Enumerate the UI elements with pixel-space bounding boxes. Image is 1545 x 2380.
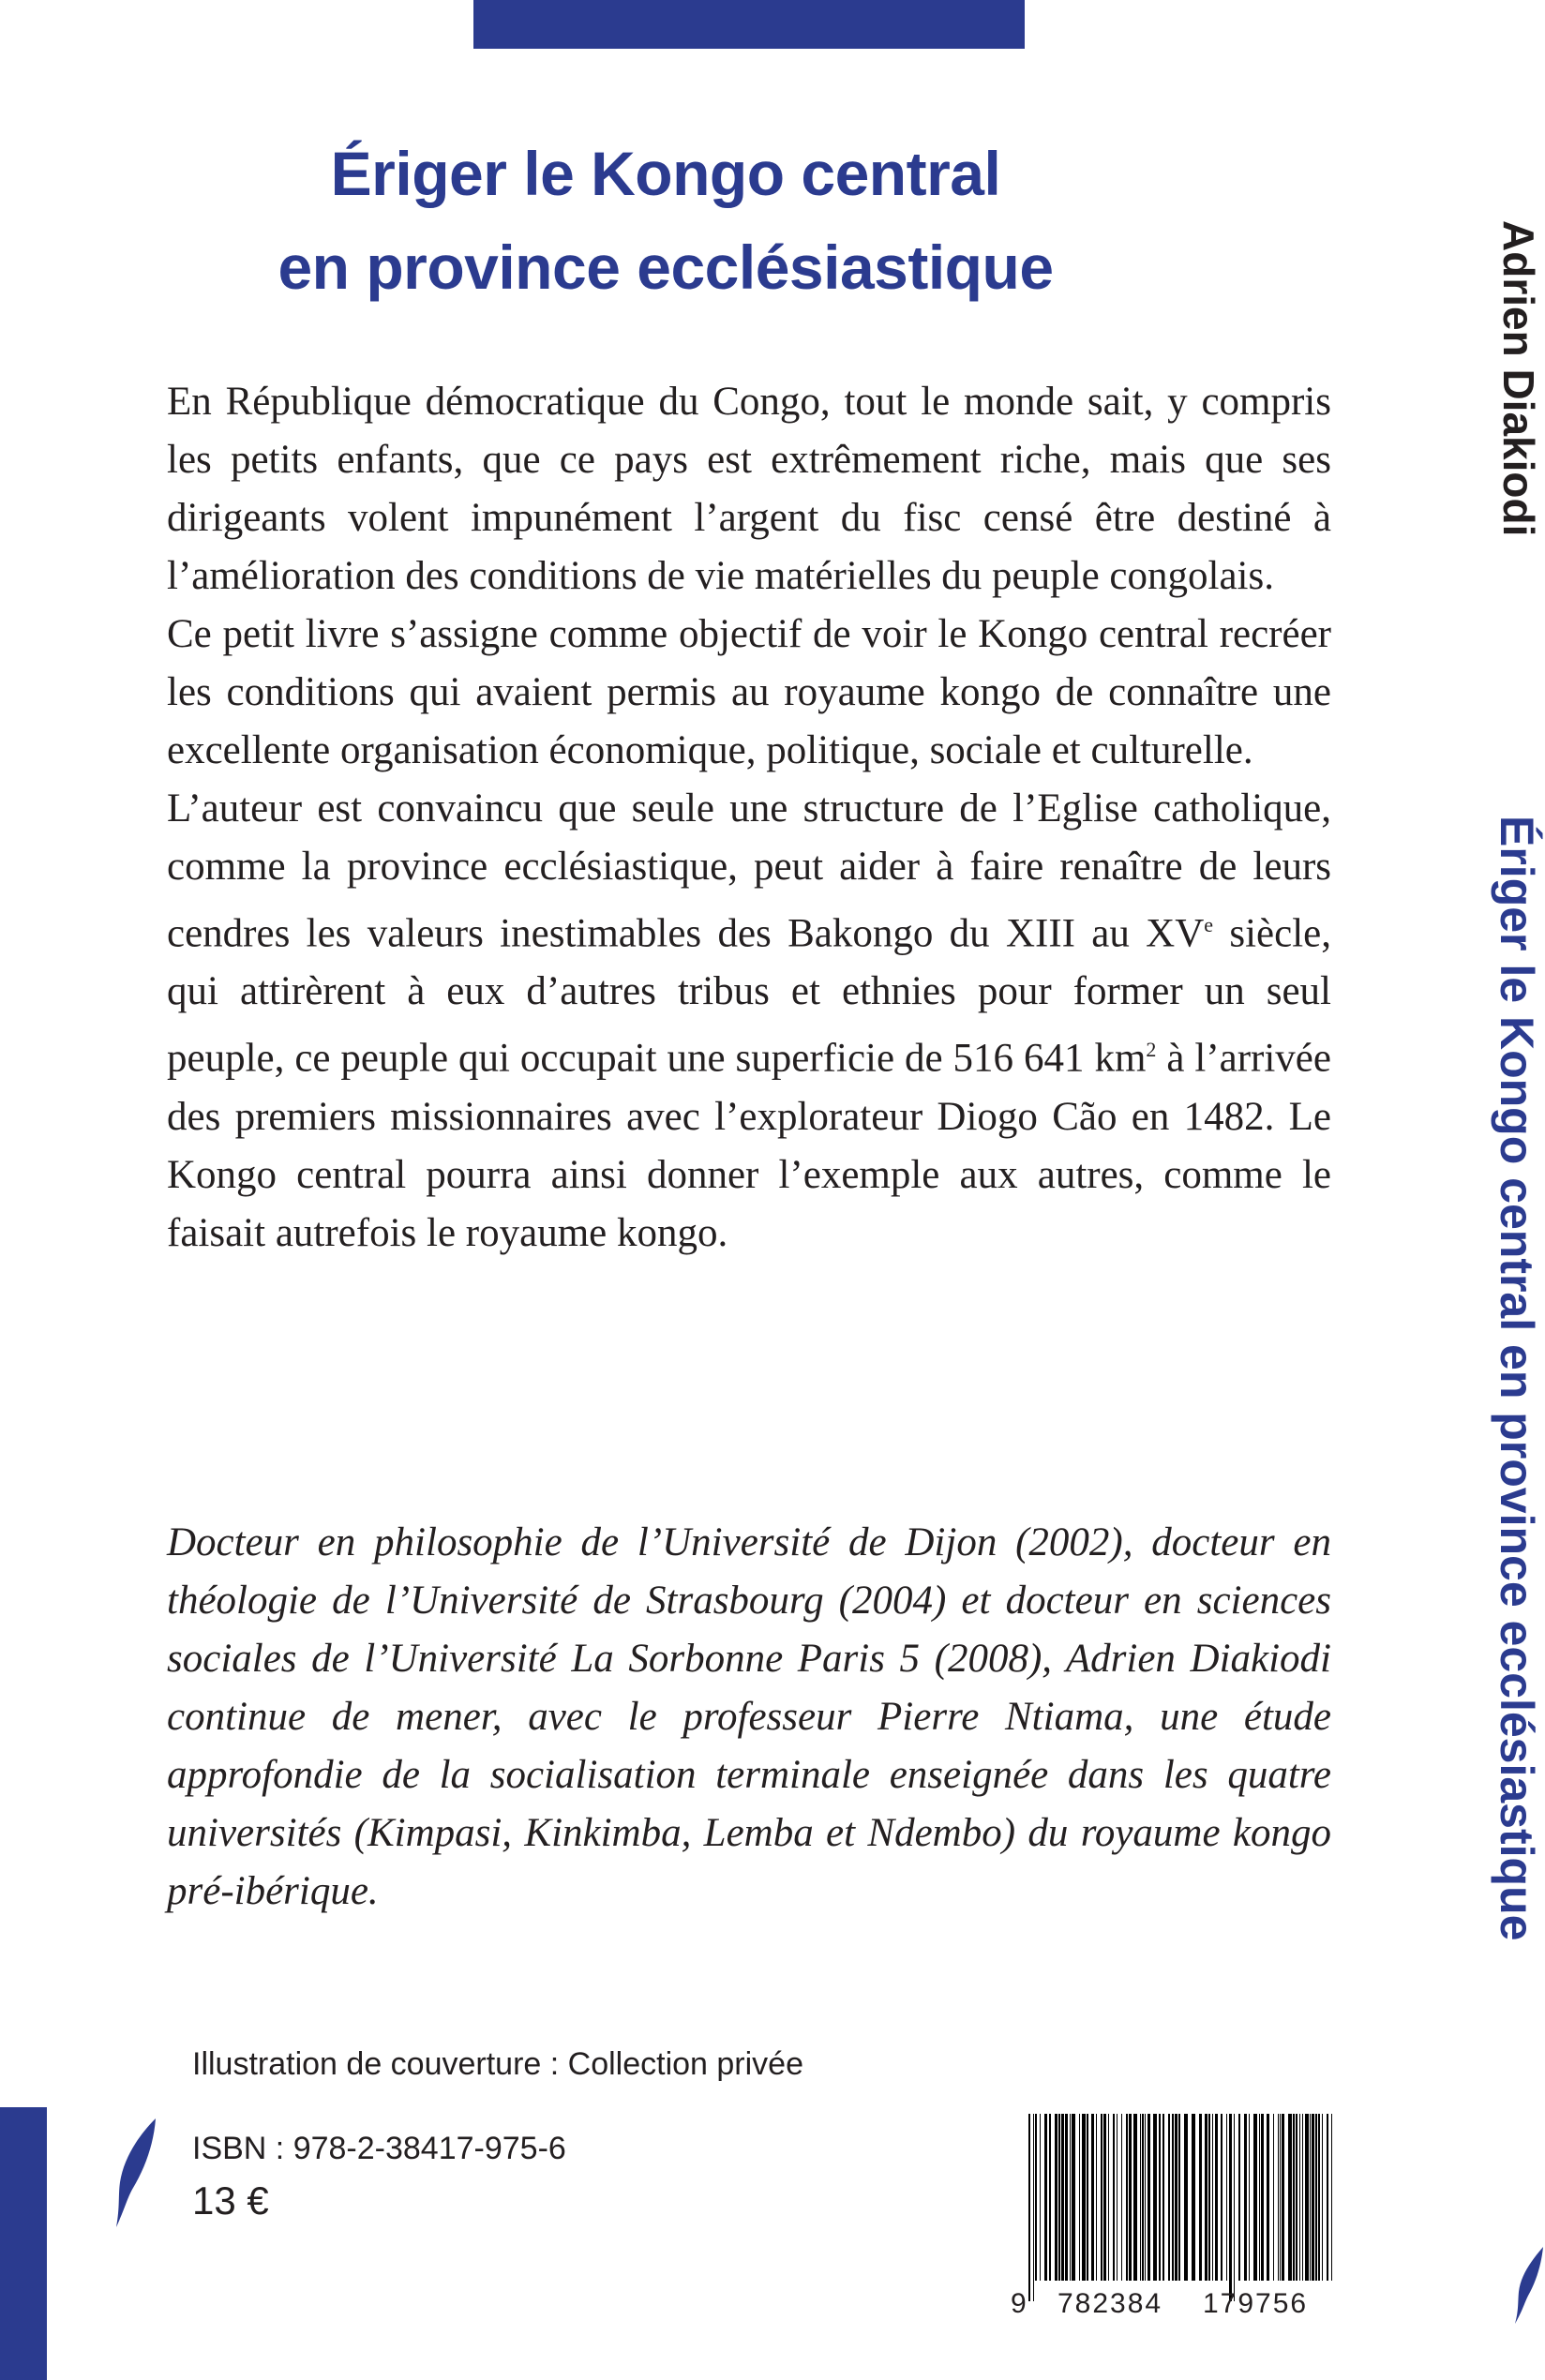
- barcode-bar: [1108, 2114, 1109, 2281]
- barcode-bar: [1028, 2114, 1030, 2301]
- barcode-bar: [1293, 2114, 1295, 2281]
- blurb-paragraph-3-part-c: à l’arrivée des premiers missionnaires avec l’explorateur Diogo Cão en 1482. Le Kongo central pourra ainsi donner l’exemple aux autres, comme le faisait autrefois le royaume kongo.: [167, 1036, 1331, 1255]
- barcode-bar: [1259, 2114, 1260, 2281]
- barcode-bar: [1302, 2114, 1303, 2281]
- barcode-lead-digit: 9: [1011, 2288, 1027, 2319]
- barcode-bar: [1087, 2114, 1088, 2281]
- barcode-bar: [1184, 2114, 1188, 2281]
- barcode-bar: [1082, 2114, 1086, 2281]
- barcode-bar: [1121, 2114, 1122, 2281]
- barcode-bar: [1310, 2114, 1311, 2281]
- barcode-bar: [1044, 2114, 1047, 2281]
- barcode-bar: [1288, 2114, 1292, 2281]
- barcode-bar: [1168, 2114, 1170, 2281]
- barcode-bar: [1244, 2114, 1247, 2281]
- top-color-bar: [473, 0, 1025, 49]
- barcode-bar: [1205, 2114, 1208, 2281]
- barcode-bar: [1133, 2114, 1137, 2281]
- barcode-bar: [1215, 2114, 1218, 2281]
- barcode-bar: [1055, 2114, 1058, 2281]
- barcode-bar: [1091, 2114, 1094, 2281]
- barcode-bar: [1172, 2114, 1174, 2281]
- title-line-1: Ériger le Kongo central: [330, 139, 1001, 208]
- barcode-bar: [1296, 2114, 1298, 2281]
- barcode-bar: [1117, 2114, 1118, 2281]
- barcode-bar: [1101, 2114, 1102, 2281]
- spine-author: Adrien Diakiodi: [1494, 220, 1543, 537]
- superscript-e: e: [1204, 913, 1214, 936]
- barcode-bar: [1318, 2114, 1320, 2281]
- barcode-bar: [1229, 2114, 1232, 2301]
- barcode-bar: [1148, 2114, 1150, 2281]
- blurb-paragraph-3-part-a: L’auteur est convaincu que seule une structure de l’Eglise catholique, comme la province ecclésiastique, peut aider à faire renaître de leurs cendres les valeurs inestimables des Bakongo du XIII au XV: [167, 786, 1331, 956]
- cover-credit: Illustration de couverture : Collection privée: [192, 2046, 803, 2082]
- barcode-bar: [1261, 2114, 1264, 2281]
- spine-feather-logo-icon: [1511, 2245, 1545, 2326]
- blurb-paragraph-1: En République démocratique du Congo, tout le monde sait, y compris les petits enfants, que ce pays est extrêmement riche, mais que ses dirigeants volent impunément l’argent du fisc censé être destiné à l’amélioration des conditions de vie matérielles du peuple congolais.: [167, 380, 1331, 598]
- left-color-band: [0, 2107, 47, 2380]
- barcode-bar: [1040, 2114, 1041, 2281]
- barcode-bar: [1212, 2114, 1213, 2281]
- blurb-paragraph-2: Ce petit livre s’assigne comme objectif de voir le Kongo central recréer les conditions qui avaient permis au royaume kongo de connaître une excellente organisation économique, politique, sociale et culturelle.: [167, 612, 1331, 772]
- barcode-group-2: 179756: [1203, 2288, 1309, 2319]
- barcode-bar: [1280, 2114, 1281, 2281]
- price: 13 €: [192, 2178, 269, 2223]
- barcode-bar: [1113, 2114, 1115, 2281]
- barcode-bar: [1058, 2114, 1060, 2281]
- blurb: [167, 373, 1331, 1263]
- barcode-bar: [1079, 2114, 1080, 2281]
- spine-title: Ériger le Kongo central en province ecclésiastique: [1491, 816, 1543, 1941]
- barcode-group-1: 782384: [1058, 2288, 1163, 2319]
- barcode-bar: [1249, 2114, 1250, 2281]
- superscript-2: 2: [1146, 1038, 1157, 1062]
- barcode-bar: [1126, 2114, 1128, 2281]
- barcode-bar: [1162, 2114, 1164, 2281]
- barcode-bar: [1282, 2114, 1284, 2281]
- barcode-bar: [1327, 2114, 1328, 2281]
- barcode-bar: [1315, 2114, 1317, 2281]
- barcode-bar: [1253, 2114, 1257, 2281]
- barcode-bar: [1267, 2114, 1269, 2281]
- barcode: [1027, 2114, 1336, 2301]
- barcode-bar: [1142, 2114, 1144, 2281]
- barcode-bar: [1145, 2114, 1146, 2281]
- barcode-bar: [1278, 2114, 1279, 2281]
- barcode-bar: [1033, 2114, 1034, 2301]
- barcode-bar: [1070, 2114, 1071, 2281]
- barcode-bar: [1331, 2114, 1332, 2281]
- barcode-bar: [1061, 2114, 1064, 2281]
- barcode-bar: [1035, 2114, 1037, 2281]
- barcode-bar: [1234, 2114, 1235, 2301]
- title-line-2: en province ecclésiastique: [278, 232, 1054, 302]
- feather-logo-icon: [111, 2117, 159, 2229]
- barcode-bar: [1140, 2114, 1141, 2281]
- barcode-bar: [1178, 2114, 1180, 2281]
- barcode-bar: [1299, 2114, 1300, 2281]
- barcode-bar: [1175, 2114, 1178, 2281]
- barcode-bar: [1305, 2114, 1309, 2281]
- book-title: [169, 127, 1162, 314]
- barcode-bar: [1072, 2114, 1075, 2281]
- barcode-bar: [1312, 2114, 1314, 2281]
- barcode-bar: [1221, 2114, 1222, 2281]
- barcode-bar: [1192, 2114, 1195, 2281]
- blurb-paragraph-3: [167, 780, 1331, 1263]
- barcode-bar: [1273, 2114, 1274, 2281]
- barcode-bar: [1153, 2114, 1157, 2281]
- blurb-paragraph-3-part-b: siècle, qui attirèrent à eux d’autres tribus et ethnies pour former un seul peuple, ce peuple qui occupait une superficie de 516 641 km: [167, 911, 1331, 1081]
- barcode-bar: [1159, 2114, 1161, 2281]
- author-bio: Docteur en philosophie de l’Université de Dijon (2002), docteur en théologie de l’Université de Strasbourg (2004) et docteur en sciences sociales de l’Université La Sorbonne Paris 5 (2008), Adrien Diakiodi continue de mener, avec le professeur Pierre Ntiama, une étude approfondie de la socialisation terminale enseignée dans les quatre universités (Kimpasi, Kinkimba, Lemba et Ndembo) du royaume kongo pré-ibérique.: [167, 1520, 1331, 1913]
- barcode-bar: [1096, 2114, 1097, 2281]
- barcode-bar: [1049, 2114, 1051, 2281]
- isbn: ISBN : 978-2-38417-975-6: [192, 2131, 566, 2166]
- barcode-bar: [1322, 2114, 1323, 2281]
- barcode-bar: [1238, 2114, 1240, 2281]
- barcode-bar: [1065, 2114, 1068, 2281]
- barcode-bar: [1103, 2114, 1106, 2281]
- barcode-bar: [1129, 2114, 1132, 2281]
- barcode-bar: [1208, 2114, 1210, 2281]
- barcode-bar: [1226, 2114, 1227, 2281]
- barcode-bar: [1199, 2114, 1202, 2281]
